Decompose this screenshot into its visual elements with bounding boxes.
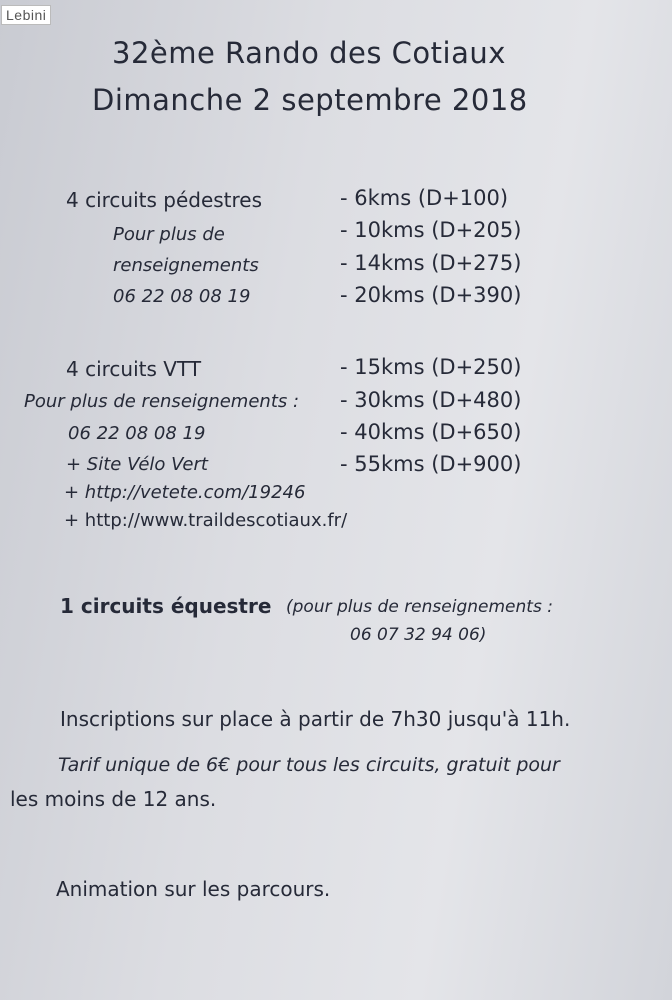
pedestre-distance-2: - 10kms (D+205) [340,218,522,242]
pedestre-distance-4: - 20kms (D+390) [340,283,522,307]
watermark-logo: Lebini [1,5,51,25]
vtt-link-vetete: + http://vetete.com/19246 [64,482,306,503]
pedestre-distance-1: - 6kms (D+100) [340,186,509,210]
pedestre-info-1: Pour plus de [113,224,225,245]
vtt-heading: 4 circuits VTT [66,357,202,381]
vtt-distance-4: - 55kms (D+900) [340,452,522,476]
equestre-info: (pour plus de renseignements : [286,597,553,617]
tarif-line-2: les moins de 12 ans. [10,787,217,811]
animation-text: Animation sur les parcours. [56,877,331,901]
vtt-distance-1: - 15kms (D+250) [340,355,522,379]
vtt-link-trail: + http://www.traildescotiaux.fr/ [64,510,348,531]
equestre-heading: 1 circuits équestre [60,594,272,618]
equestre-phone: 06 07 32 94 06) [350,625,487,645]
tarif-line-1: Tarif unique de 6€ pour tous les circuits, gratuit pour [58,754,560,776]
vtt-info: Pour plus de renseignements : [24,391,300,412]
vtt-phone: 06 22 08 08 19 [68,423,206,444]
pedestre-distance-3: - 14kms (D+275) [340,251,522,275]
pedestre-info-2: renseignements [113,255,259,276]
pedestre-phone: 06 22 08 08 19 [113,286,251,307]
pedestre-heading: 4 circuits pédestres [66,188,263,212]
vtt-site: + Site Vélo Vert [66,454,208,475]
title-line-2: Dimanche 2 septembre 2018 [92,83,528,117]
title-line-1: 32ème Rando des Cotiaux [112,36,506,70]
vtt-distance-2: - 30kms (D+480) [340,388,522,412]
vtt-distance-3: - 40kms (D+650) [340,420,522,444]
inscriptions-text: Inscriptions sur place à partir de 7h30 jusqu'à 11h. [60,707,571,731]
